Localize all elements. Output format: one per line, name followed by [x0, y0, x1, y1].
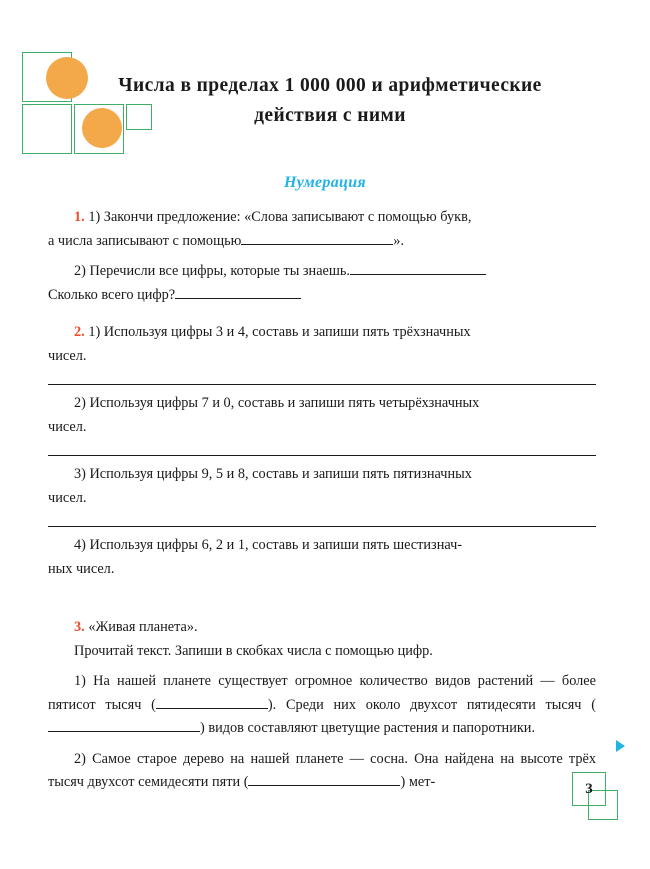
section-heading: Нумерация [284, 174, 366, 191]
task-2-item-3-cont: чисел. [48, 489, 87, 506]
task-1-item-1-cont [48, 230, 596, 254]
task-1 [48, 206, 596, 307]
task-1-number: 1. [74, 209, 85, 225]
answer-blank[interactable] [156, 695, 268, 709]
task-2-item-3: 3) Используя цифры 9, 5 и 8, составь и запиши пять пятизначных [74, 466, 472, 482]
task-2-item-1 [48, 321, 596, 345]
answer-blank[interactable] [350, 261, 486, 275]
task-3-number: 3. [74, 619, 85, 635]
task-2-item-1-cont: чисел. [48, 347, 87, 364]
task-3-item-1-text-b: ). Среди них около двухсот пятидесяти тысяч ( [267, 696, 596, 713]
task-3-item-2-text-a: 2) Самое старое дерево на нашей планете — сосна. Она найдена на высоте трёх тысяч двухсот семидесяти пяти ( [48, 750, 596, 790]
page-title-line2: действия с ними [254, 105, 406, 127]
task-2-item-2: 2) Используя цифры 7 и 0, составь и запиши пять четырёхзначных [74, 395, 480, 411]
page-title-line1: Числа в пределах 1 000 000 и арифметические [118, 75, 542, 97]
task-1-item-2-text-b: Сколько всего цифр? [48, 286, 176, 303]
task-1-item-1-text-a: 1) Закончи предложение: «Слова записывают с помощью букв, [88, 209, 472, 225]
task-1-item-1 [48, 206, 596, 230]
answer-line-wrap [48, 439, 596, 456]
answer-blank[interactable] [241, 231, 393, 245]
task-3-instruction: Прочитай текст. Запиши в скобках числа с помощью цифр. [74, 642, 433, 659]
task-1-item-2-text-a: 2) Перечисли все цифры, которые ты знаешь. [74, 263, 350, 279]
page-title [60, 71, 600, 131]
task-3-title-line [48, 616, 596, 640]
task-3-item-1-text-a: 1) На нашей планете существует огромное количество видов растений — более пятисот тысяч ( [48, 673, 596, 713]
task-3-item-1 [48, 670, 596, 741]
task-1-item-1-text-c: ». [393, 232, 405, 249]
task-2-item-1-text-a: 1) Используя цифры 3 и 4, составь и запиши пять трёхзначных [88, 324, 471, 340]
task-3-item-1-text-c: ) видов составляют цветущие растения и папоротники. [200, 720, 536, 736]
answer-blank[interactable] [248, 772, 400, 786]
answer-line-wrap [48, 510, 596, 527]
answer-blank[interactable] [48, 718, 200, 732]
task-3-item-2 [48, 748, 596, 795]
next-page-arrow-icon [616, 740, 625, 752]
task-3-item-2-text-b: ) мет- [400, 774, 436, 790]
page-number: 3 [585, 781, 593, 797]
task-1-item-2-cont [48, 284, 596, 308]
answer-line-wrap [48, 368, 596, 385]
task-2-item-4: 4) Используя цифры 6, 2 и 1, составь и запиши пять шестизнач- [74, 537, 463, 553]
task-2-item-4-cont: ных чисел. [48, 560, 115, 577]
task-2-item-2-cont: чисел. [48, 418, 87, 435]
task-3 [48, 616, 596, 795]
task-2-number: 2. [74, 324, 85, 340]
exercise-content [48, 206, 596, 795]
task-2 [48, 321, 596, 581]
answer-blank[interactable] [175, 285, 301, 299]
task-1-item-1-text-b: а числа записывают с помощью [48, 232, 242, 249]
task-3-title: «Живая планета». [88, 619, 198, 635]
task-1-item-2 [48, 260, 596, 284]
